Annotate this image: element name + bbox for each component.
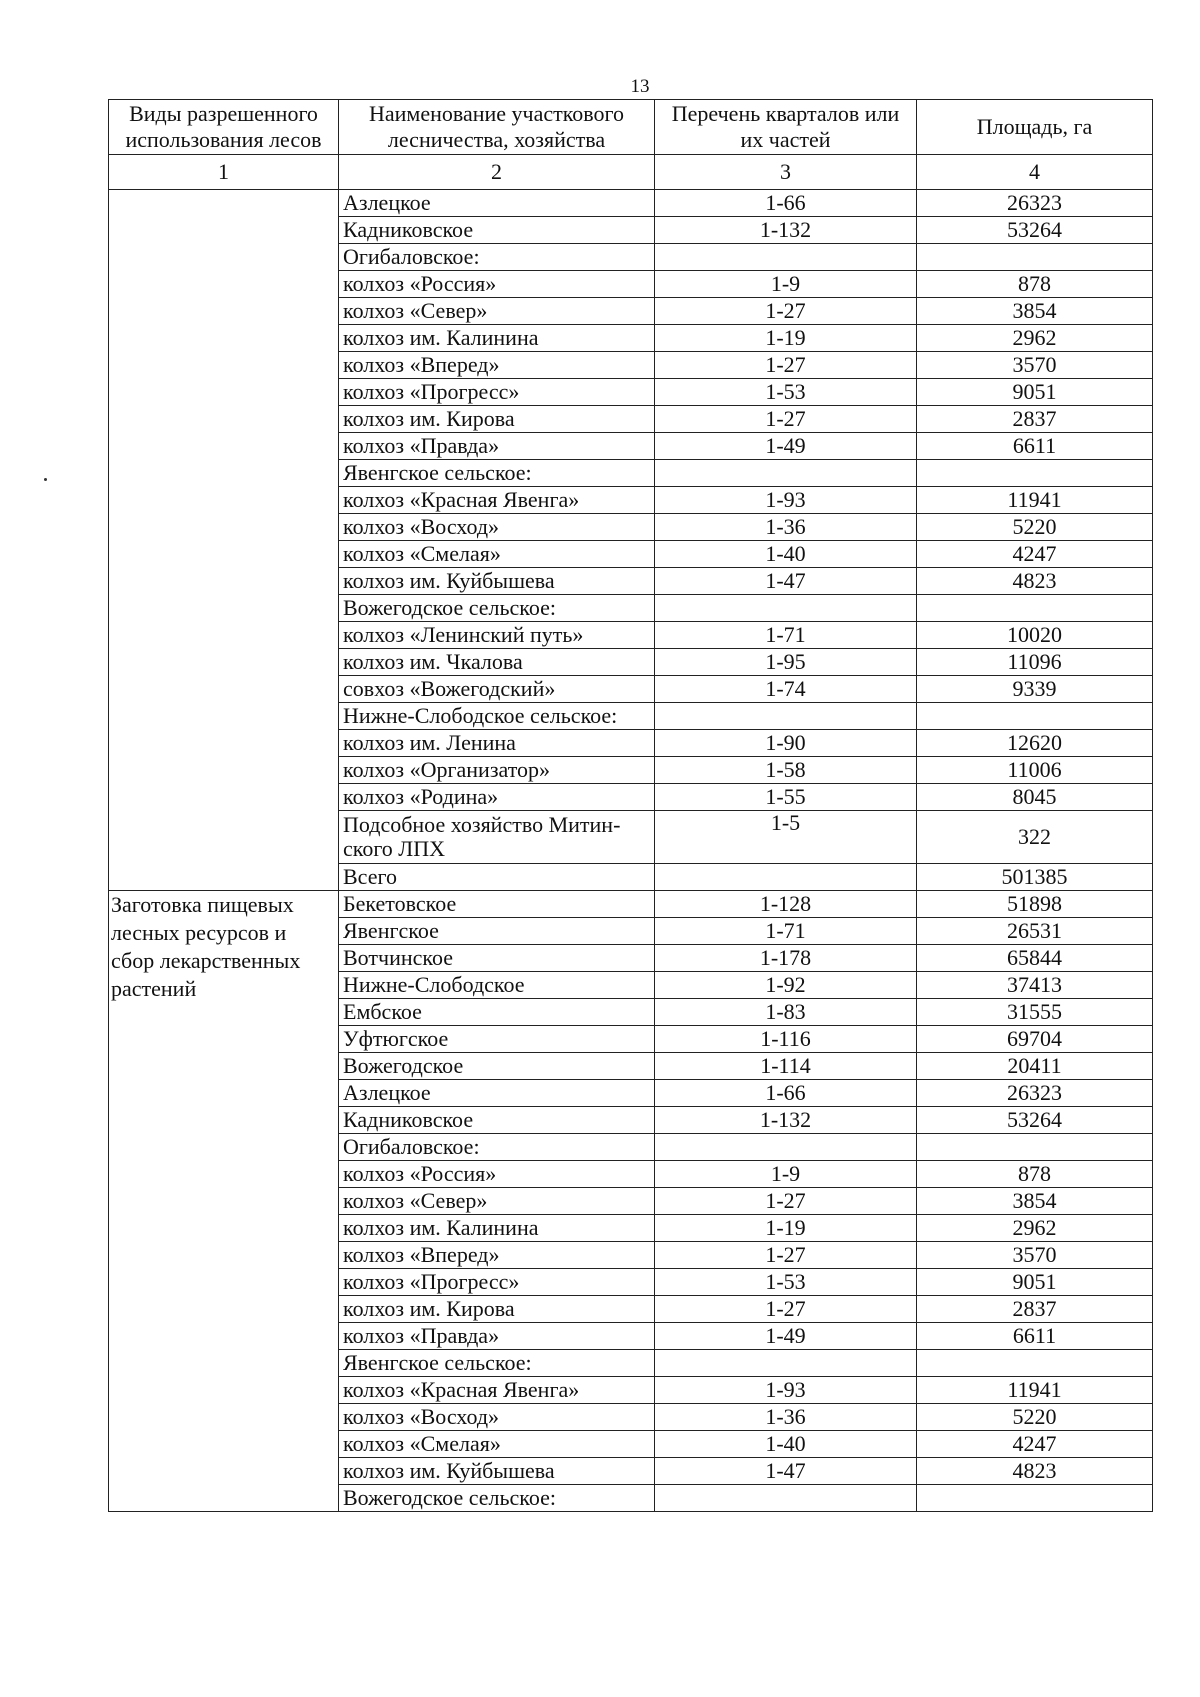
quarters-cell: 1-9 (655, 271, 917, 298)
quarters-cell: 1-132 (655, 1107, 917, 1134)
header-row (109, 100, 1153, 155)
quarters-cell: 1-128 (655, 891, 917, 918)
forestry-name-cell: Азлецкое (339, 190, 655, 217)
quarters-cell: 1-71 (655, 918, 917, 945)
quarters-cell: 1-132 (655, 217, 917, 244)
quarters-cell: 1-47 (655, 568, 917, 595)
forestry-name-cell: колхоз им. Ленина (339, 730, 655, 757)
quarters-cell: 1-27 (655, 1296, 917, 1323)
quarters-cell: 1-92 (655, 972, 917, 999)
quarters-cell: 1-55 (655, 784, 917, 811)
quarters-cell (655, 244, 917, 271)
forestry-name-cell: колхоз им. Кирова (339, 406, 655, 433)
column-number: 4 (917, 155, 1153, 190)
forestry-name-cell: колхоз «Красная Явенга» (339, 1377, 655, 1404)
quarters-cell: 1-47 (655, 1458, 917, 1485)
forestry-name-cell: колхоз им. Калинина (339, 325, 655, 352)
quarters-cell: 1-9 (655, 1161, 917, 1188)
area-cell: 4247 (917, 541, 1153, 568)
area-cell: 11941 (917, 1377, 1153, 1404)
area-cell: 2837 (917, 1296, 1153, 1323)
forestry-name-cell: колхоз «Вперед» (339, 352, 655, 379)
forestry-name-cell: Огибаловское: (339, 244, 655, 271)
forestry-name-cell: колхоз «Смелая» (339, 1431, 655, 1458)
quarters-cell: 1-83 (655, 999, 917, 1026)
area-cell: 9051 (917, 379, 1153, 406)
area-cell: 69704 (917, 1026, 1153, 1053)
area-cell: 31555 (917, 999, 1153, 1026)
forestry-name-cell: колхоз им. Чкалова (339, 649, 655, 676)
table-row (109, 891, 1153, 918)
quarters-cell (655, 864, 917, 891)
forestry-name-cell: колхоз «Вперед» (339, 1242, 655, 1269)
area-cell: 4247 (917, 1431, 1153, 1458)
quarters-cell: 1-116 (655, 1026, 917, 1053)
area-cell: 37413 (917, 972, 1153, 999)
header-use-type: Виды разрешенного использования лесов (109, 100, 339, 155)
forestry-name-cell: Кадниковское (339, 1107, 655, 1134)
area-cell: 20411 (917, 1053, 1153, 1080)
area-cell: 5220 (917, 1404, 1153, 1431)
quarters-cell: 1-36 (655, 1404, 917, 1431)
forestry-name-cell: Явенгское сельское: (339, 1350, 655, 1377)
forestry-name-cell: Огибаловское: (339, 1134, 655, 1161)
table-body (109, 190, 1153, 1512)
forestry-name-cell: Кадниковское (339, 217, 655, 244)
quarters-cell: 1-49 (655, 1323, 917, 1350)
area-cell: 53264 (917, 1107, 1153, 1134)
scan-speck (44, 478, 47, 481)
forestry-name-cell: колхоз им. Кирова (339, 1296, 655, 1323)
header-area: Площадь, га (917, 100, 1153, 155)
quarters-cell: 1-27 (655, 406, 917, 433)
forestry-name-cell: Бекетовское (339, 891, 655, 918)
column-number-row (109, 155, 1153, 190)
quarters-cell: 1-27 (655, 298, 917, 325)
forestry-name-cell: Уфтюгское (339, 1026, 655, 1053)
forestry-name-cell: колхоз «Прогресс» (339, 379, 655, 406)
area-cell: 11006 (917, 757, 1153, 784)
area-cell: 2837 (917, 406, 1153, 433)
area-cell: 878 (917, 271, 1153, 298)
column-number: 2 (339, 155, 655, 190)
area-cell (917, 1350, 1153, 1377)
forestry-name-cell: Вожегодское сельское: (339, 1485, 655, 1512)
forestry-name-cell: Нижне-Слободское сельское: (339, 703, 655, 730)
area-cell: 878 (917, 1161, 1153, 1188)
forestry-name-cell: колхоз «Смелая» (339, 541, 655, 568)
quarters-cell: 1-93 (655, 1377, 917, 1404)
forest-use-table (108, 99, 1153, 1512)
quarters-cell: 1-53 (655, 1269, 917, 1296)
column-number: 3 (655, 155, 917, 190)
area-cell (917, 244, 1153, 271)
quarters-cell: 1-27 (655, 1188, 917, 1215)
quarters-cell (655, 703, 917, 730)
quarters-cell: 1-66 (655, 190, 917, 217)
area-cell: 9339 (917, 676, 1153, 703)
quarters-cell: 1-40 (655, 1431, 917, 1458)
area-cell: 11096 (917, 649, 1153, 676)
area-cell (917, 703, 1153, 730)
quarters-cell (655, 1485, 917, 1512)
area-cell: 322 (917, 811, 1153, 864)
forestry-name-cell: колхоз «Организатор» (339, 757, 655, 784)
area-cell: 3854 (917, 298, 1153, 325)
page-number: 13 (630, 76, 650, 97)
area-cell: 2962 (917, 1215, 1153, 1242)
area-cell: 8045 (917, 784, 1153, 811)
area-cell: 65844 (917, 945, 1153, 972)
quarters-cell (655, 595, 917, 622)
quarters-cell: 1-178 (655, 945, 917, 972)
forestry-name-cell: колхоз «Восход» (339, 1404, 655, 1431)
header-quarters: Перечень кварталов или их частей (655, 100, 917, 155)
quarters-cell: 1-58 (655, 757, 917, 784)
table-row (109, 190, 1153, 217)
header-forestry-name: Наименование участкового лесничества, хозяйства (339, 100, 655, 155)
forestry-name-cell: колхоз «Родина» (339, 784, 655, 811)
forestry-name-cell: колхоз им. Калинина (339, 1215, 655, 1242)
area-cell: 9051 (917, 1269, 1153, 1296)
forestry-name-cell: колхоз «Правда» (339, 1323, 655, 1350)
quarters-cell: 1-40 (655, 541, 917, 568)
column-number: 1 (109, 155, 339, 190)
forestry-name-cell: колхоз «Север» (339, 298, 655, 325)
quarters-cell: 1-19 (655, 325, 917, 352)
area-cell: 6611 (917, 1323, 1153, 1350)
forestry-name-cell: Явенгское (339, 918, 655, 945)
forestry-name-cell: Нижне-Слободское (339, 972, 655, 999)
quarters-cell: 1-74 (655, 676, 917, 703)
area-cell (917, 1485, 1153, 1512)
forestry-name-cell: Вожегодское сельское: (339, 595, 655, 622)
forestry-name-cell: Явенгское сельское: (339, 460, 655, 487)
area-cell: 11941 (917, 487, 1153, 514)
area-cell: 26323 (917, 190, 1153, 217)
area-cell: 10020 (917, 622, 1153, 649)
area-cell: 53264 (917, 217, 1153, 244)
quarters-cell: 1-27 (655, 1242, 917, 1269)
quarters-cell: 1-71 (655, 622, 917, 649)
area-cell: 501385 (917, 864, 1153, 891)
area-cell: 12620 (917, 730, 1153, 757)
forestry-name-cell: колхоз «Восход» (339, 514, 655, 541)
forestry-name-cell: колхоз им. Куйбышева (339, 568, 655, 595)
forestry-name-cell: колхоз «Красная Явенга» (339, 487, 655, 514)
forestry-name-cell: Вотчинское (339, 945, 655, 972)
quarters-cell: 1-5 (655, 811, 917, 864)
area-cell: 4823 (917, 568, 1153, 595)
forestry-name-cell: колхоз «Север» (339, 1188, 655, 1215)
forestry-name-cell: Азлецкое (339, 1080, 655, 1107)
forestry-name-cell: Всего (339, 864, 655, 891)
quarters-cell: 1-114 (655, 1053, 917, 1080)
forestry-name-cell: колхоз «Россия» (339, 1161, 655, 1188)
quarters-cell: 1-36 (655, 514, 917, 541)
area-cell: 26531 (917, 918, 1153, 945)
quarters-cell (655, 1350, 917, 1377)
quarters-cell: 1-27 (655, 352, 917, 379)
area-cell: 2962 (917, 325, 1153, 352)
area-cell: 5220 (917, 514, 1153, 541)
area-cell (917, 460, 1153, 487)
forestry-name-cell: Вожегодское (339, 1053, 655, 1080)
area-cell (917, 595, 1153, 622)
quarters-cell: 1-90 (655, 730, 917, 757)
area-cell (917, 1134, 1153, 1161)
quarters-cell: 1-53 (655, 379, 917, 406)
quarters-cell: 1-66 (655, 1080, 917, 1107)
forestry-name-cell: колхоз «Прогресс» (339, 1269, 655, 1296)
use-type-cell: Заготовка пищевых лесных ресурсов и сбор лекарственных растений (109, 891, 339, 1512)
forestry-name-cell: колхоз «Россия» (339, 271, 655, 298)
quarters-cell (655, 460, 917, 487)
forestry-name-cell: колхоз «Правда» (339, 433, 655, 460)
forestry-name-cell: совхоз «Вожегодский» (339, 676, 655, 703)
area-cell: 6611 (917, 433, 1153, 460)
forestry-name-cell: колхоз «Ленинский путь» (339, 622, 655, 649)
forestry-name-cell: Ембское (339, 999, 655, 1026)
area-cell: 4823 (917, 1458, 1153, 1485)
area-cell: 3854 (917, 1188, 1153, 1215)
use-type-cell (109, 190, 339, 891)
forestry-name-cell: Подсобное хозяйство Митин-ского ЛПХ (339, 811, 655, 864)
area-cell: 26323 (917, 1080, 1153, 1107)
quarters-cell: 1-95 (655, 649, 917, 676)
quarters-cell: 1-93 (655, 487, 917, 514)
quarters-cell (655, 1134, 917, 1161)
area-cell: 3570 (917, 352, 1153, 379)
quarters-cell: 1-19 (655, 1215, 917, 1242)
area-cell: 51898 (917, 891, 1153, 918)
area-cell: 3570 (917, 1242, 1153, 1269)
quarters-cell: 1-49 (655, 433, 917, 460)
forestry-name-cell: колхоз им. Куйбышева (339, 1458, 655, 1485)
